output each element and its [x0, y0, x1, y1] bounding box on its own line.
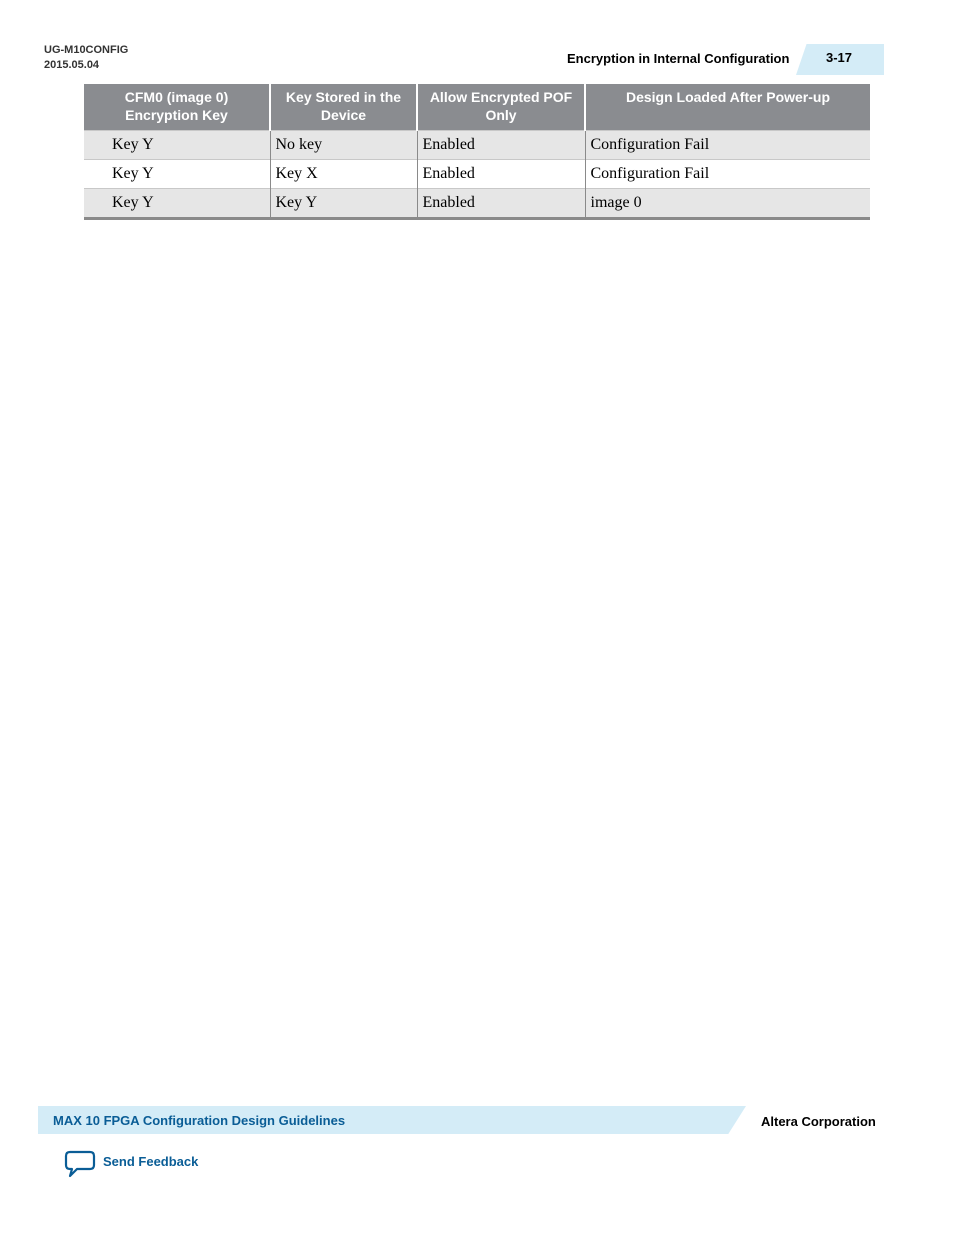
document-id-block	[44, 43, 128, 73]
column-header: Allow Encrypted POF Only	[417, 84, 585, 131]
footer-document-title: MAX 10 FPGA Configuration Design Guidelines	[53, 1113, 346, 1128]
table-cell: Enabled	[417, 160, 585, 189]
section-title: Encryption in Internal Configuration	[567, 51, 790, 66]
column-header: CFM0 (image 0) Encryption Key	[84, 84, 270, 131]
table-cell: image 0	[585, 189, 870, 219]
table-cell: Enabled	[417, 131, 585, 160]
encryption-table	[84, 84, 870, 220]
table-cell: Enabled	[417, 189, 585, 219]
table-cell: Key Y	[84, 131, 270, 160]
table-cell: No key	[270, 131, 417, 160]
send-feedback-link[interactable]: Send Feedback	[103, 1154, 199, 1169]
table-row	[84, 131, 870, 160]
table-cell: Key X	[270, 160, 417, 189]
table-cell: Configuration Fail	[585, 160, 870, 189]
page-number: 3-17	[826, 50, 853, 65]
document-id: UG-M10CONFIG	[44, 44, 129, 56]
speech-bubble-icon[interactable]	[64, 1150, 96, 1178]
table-cell: Key Y	[270, 189, 417, 219]
table-row	[84, 189, 870, 219]
table-header-row	[84, 84, 870, 131]
table-cell: Key Y	[84, 160, 270, 189]
table-cell: Key Y	[84, 189, 270, 219]
table-cell: Configuration Fail	[585, 131, 870, 160]
company-name: Altera Corporation	[761, 1114, 876, 1129]
column-header: Design Loaded After Power-up	[585, 84, 870, 131]
table-row	[84, 160, 870, 189]
document-date: 2015.05.04	[44, 59, 100, 71]
column-header: Key Stored in the Device	[270, 84, 417, 131]
